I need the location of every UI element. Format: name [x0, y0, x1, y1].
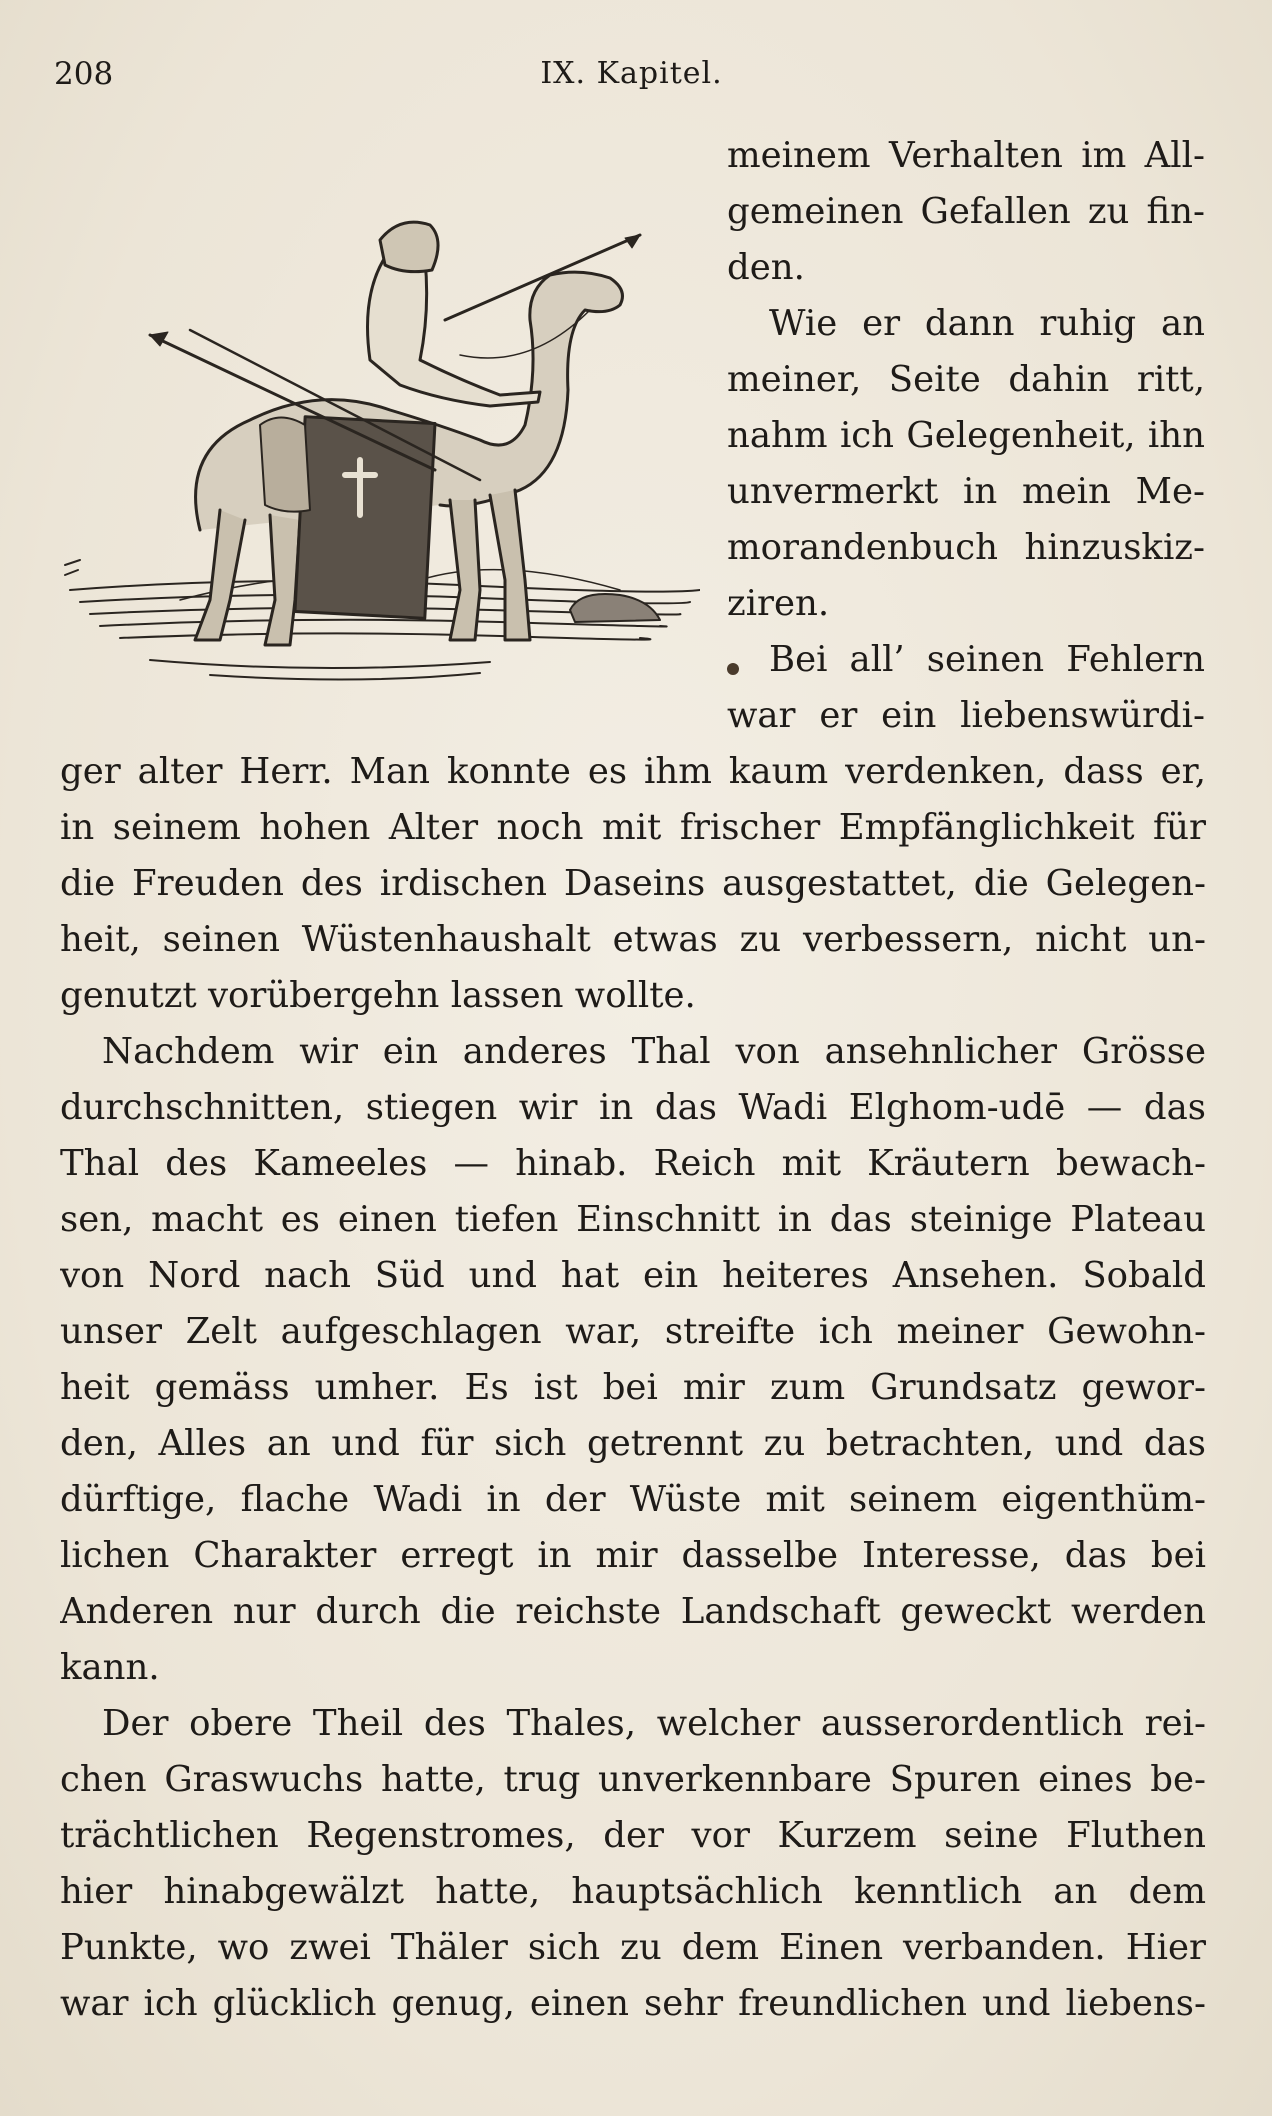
text-line: den.: [727, 248, 805, 288]
text-line: lichen Charakter erregt in mir dasselbe Interesse, das bei: [60, 1536, 1206, 1576]
text-line: Anderen nur durch die reichste Landschaft geweckt werden: [60, 1592, 1206, 1632]
text-line: unser Zelt aufgeschlagen war, streifte ich meiner Gewohn-: [60, 1312, 1206, 1352]
page-number: 208: [54, 56, 114, 92]
text-line: meinem Verhalten im All-: [727, 136, 1205, 176]
text-line: kann.: [60, 1648, 160, 1688]
text-line: heit gemäss umher. Es ist bei mir zum Grundsatz gewor-: [60, 1368, 1206, 1408]
page-header: [54, 56, 1209, 106]
text-line: in seinem hohen Alter noch mit frischer Empfänglichkeit für: [60, 808, 1206, 848]
text-line: Punkte, wo zwei Thäler sich zu dem Einen verbanden. Hier: [60, 1928, 1206, 1968]
text-line: den, Alles an und für sich getrennt zu betrachten, und das: [60, 1424, 1206, 1464]
text-line: genutzt vorübergehn lassen wollte.: [60, 976, 696, 1016]
text-line: unvermerkt in mein Me-: [727, 472, 1205, 512]
text-line: ger alter Herr. Man konnte es ihm kaum verdenken, dass er,: [60, 752, 1206, 792]
text-line: war ich glücklich genug, einen sehr freundlichen und liebens-: [60, 1984, 1206, 2024]
text-line: Nachdem wir ein anderes Thal von ansehnlicher Grösse: [102, 1032, 1206, 1072]
text-line: war er ein liebenswürdi-: [727, 696, 1205, 736]
running-title: IX. Kapitel.: [540, 56, 723, 91]
text-line: dürftige, flache Wadi in der Wüste mit seinem eigenthüm-: [60, 1480, 1206, 1520]
text-line: gemeinen Gefallen zu fin-: [727, 192, 1205, 232]
text-line: von Nord nach Süd und hat ein heiteres Ansehen. Sobald: [60, 1256, 1206, 1296]
text-line: Thal des Kameeles — hinab. Reich mit Kräutern bewach-: [60, 1144, 1206, 1184]
text-line: die Freuden des irdischen Daseins ausgestattet, die Gelegen-: [60, 864, 1206, 904]
text-line: Wie er dann ruhig an: [769, 304, 1205, 344]
text-line: morandenbuch hinzuskiz-: [727, 528, 1205, 568]
text-line: meiner, Seite dahin ritt,: [727, 360, 1205, 400]
text-line: durchschnitten, stiegen wir in das Wadi Elghom-udē — das: [60, 1088, 1206, 1128]
text-line: nahm ich Gelegenheit, ihn: [727, 416, 1205, 456]
text-line: sen, macht es einen tiefen Einschnitt in das steinige Plateau: [60, 1200, 1206, 1240]
text-line: heit, seinen Wüstenhaushalt etwas zu verbessern, nicht un-: [60, 920, 1206, 960]
text-line: chen Graswuchs hatte, trug unverkennbare Spuren eines be-: [60, 1760, 1206, 1800]
camel-rider-illustration: [60, 170, 700, 730]
text-line: hier hinabgewälzt hatte, hauptsächlich kenntlich an dem: [60, 1872, 1206, 1912]
text-line: trächtlichen Regenstromes, der vor Kurzem seine Fluthen: [60, 1816, 1206, 1856]
text-line: Bei all’ seinen Fehlern: [769, 640, 1205, 680]
text-line: ziren.: [727, 584, 830, 624]
text-line: Der obere Theil des Thales, welcher ausserordentlich rei-: [102, 1704, 1206, 1744]
